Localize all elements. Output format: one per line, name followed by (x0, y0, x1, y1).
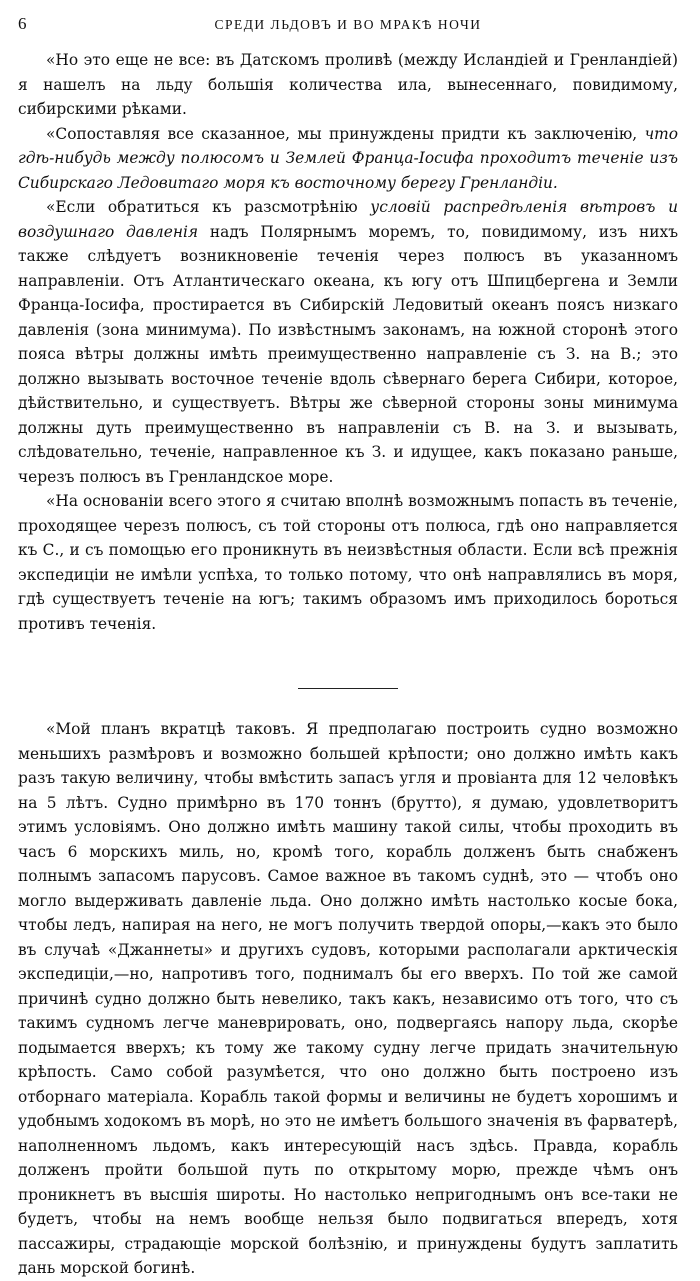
paragraph-text: «Мой планъ вкратцѣ таковъ. Я предполагаю построить судно возможно меньшихъ размѣровъ и возможно большей крѣпости; оно должно имѣть какъ разъ такую величину, чтобы вмѣстить запасъ угля и провіанта для 12 человѣкъ на 5 лѣтъ. Судно примѣрно въ 170 тоннъ (брутто), я думаю, удовлетворитъ этимъ условіямъ. Оно должно имѣть машину такой силы, чтобы проходить въ часъ 6 морскихъ миль, но, кромѣ того, корабль долженъ быть снабженъ полнымъ запасомъ парусовъ. Самое важное въ такомъ суднѣ, это — чтобъ оно могло выдерживать давленіе льда. Оно должно имѣть настолько косые бока, чтобы ледъ, напирая на него, не могъ получить твердой опоры,—какъ это было въ случаѣ «Джаннеты» и другихъ судовъ, которыми располагали арктическія экспедиціи,—но, напротивъ того, поднималъ бы его вверхъ. По той же самой причинѣ судно должно быть невелико, такъ какъ, независимо отъ того, что съ такимъ судномъ легче маневрировать, оно, подвергаясь напору льда, скорѣе подымается вверхъ; къ тому же такому судну легче придать значительную крѣпость. Само собой разумѣется, что оно должно быть построено изъ отборнаго матеріала. Корабль такой формы и величины не будетъ хорошимъ и удобнымъ ходокомъ въ морѣ, но это не имѣетъ большого значенія въ фарватерѣ, наполненномъ льдомъ, какъ интересующій насъ здѣсь. Правда, корабль долженъ пройти большой путь по открытому морю, прежде чѣмъ онъ проникнетъ въ высшія широты. Но настолько непригоднымъ онъ все-таки не будетъ, чтобы на немъ вообще нельзя было подвигаться впередъ, хотя пассажиры, страдающіе морской болѣзнію, и принуждены будутъ заплатить дань морской богинѣ. (18, 720, 678, 1277)
running-header (18, 10, 678, 40)
paragraph-current-plan (18, 489, 678, 636)
italic-emphasis: условій распредѣленія вѣтровъ и воздушнаго давленія (18, 198, 678, 241)
paragraph-ship-plan (18, 717, 678, 1281)
paragraph-text: «На основаніи всего этого я считаю вполнѣ возможнымъ попасть въ теченіе, проходящее черезъ полюсъ, съ той стороны отъ полюса, гдѣ оно направляется къ С., и съ помощью его проникнуть въ неизвѣстныя области. Если всѣ прежнія экспедиціи не имѣли успѣха, то только потому, что онѣ направлялись въ моря, гдѣ существуетъ теченіе на югъ; такимъ образомъ имъ приходилось бороться противъ теченія. (18, 492, 678, 633)
paragraph-text: надъ Полярнымъ моремъ, то, повидимому, изъ нихъ также слѣдуетъ возникновеніе теченія через полюсъ въ указанномъ направленіи. Отъ Атлантическаго океана, къ югу отъ Шпицбергена и Земли Франца-Іосифа, простирается въ Сибирскій Ледовитый океанъ поясъ низкаго давленія (зона минимума). По извѣстнымъ законамъ, на южной сторонѣ этого пояса вѣтры должны имѣть преимущественно направленіе съ З. на В.; это должно вызывать восточное теченіе вдоль сѣвернаго берега Сибири, которое, дѣйствительно, и существуетъ. Вѣтры же сѣверной стороны зоны минимума должны дуть преимущественно въ направленіи съ В. на З. и вызывать, слѣдовательно, теченіе, направленное къ З. и идущее, какъ показано раньше, черезъ полюсъ въ Гренландское море. (18, 222, 678, 486)
section-divider (298, 688, 398, 689)
paragraph-winds-pressure (18, 195, 678, 489)
page-number: 6 (18, 14, 27, 33)
paragraph-silt-observation (18, 48, 678, 122)
paragraph-text: «Но это еще не все: въ Датскомъ проливѣ (между Исландіей и Гренландіей) я нашелъ на льду большія количества ила, вынесеннаго, повидимому, сибирскими рѣками. (18, 51, 678, 118)
italic-emphasis: что гдѣ-нибудь между полюсомъ и Землей Франца-Іосифа проходитъ теченіе изъ Сибирскаго Ледовитаго моря къ восточному берегу Гренландіи. (18, 124, 678, 192)
paragraph-text: «Сопоставляя все сказанное, мы принуждены придти къ заключенію, (46, 124, 645, 143)
text-section-first (18, 48, 678, 636)
running-title: СРЕДИ ЛЬДОВЪ И ВО МРАКѢ НОЧИ (214, 17, 482, 32)
text-section-second (18, 717, 678, 1281)
paragraph-text: «Если обратиться къ разсмотрѣнію (46, 198, 371, 216)
paragraph-conclusion (18, 122, 678, 196)
